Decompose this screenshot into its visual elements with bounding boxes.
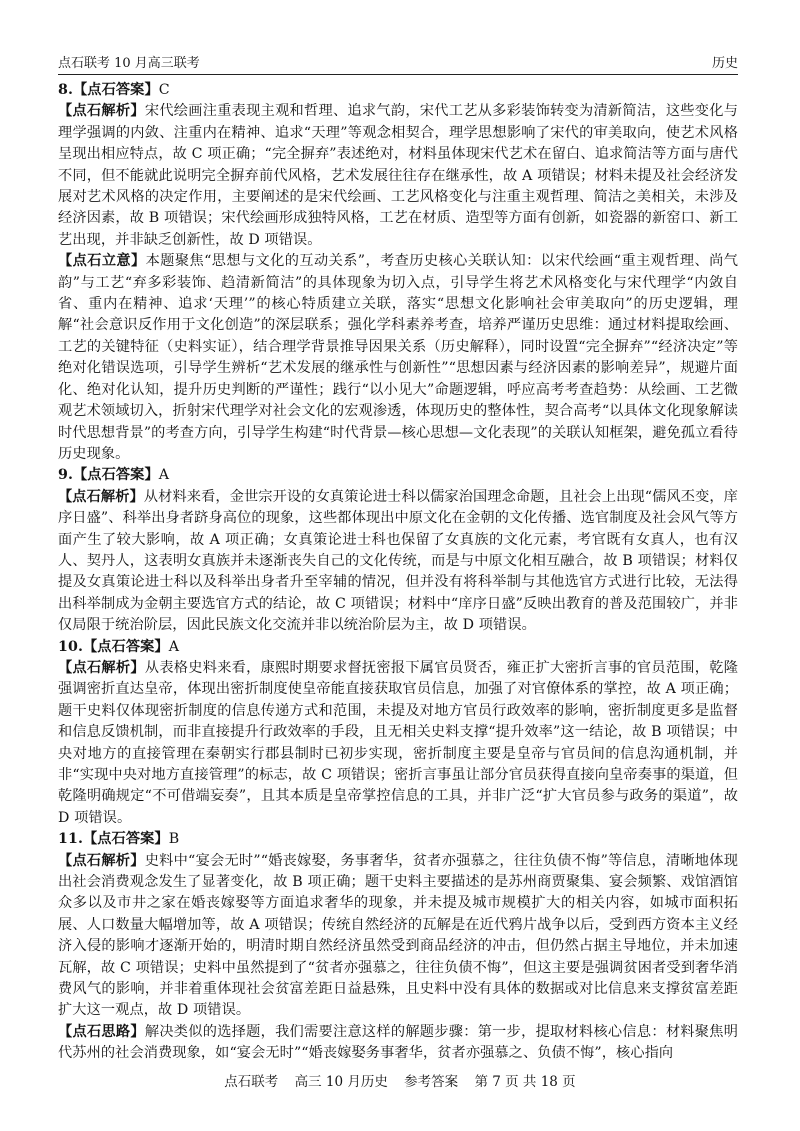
paragraph-text: 史料中“宴会无时”“婚丧嫁娶，务事奢华，贫者亦强慕之，往往负债不悔”等信息，清晰地体现出社会消费观念发生了显著变化，故 B 项正确；题干史料主要描述的是苏州商贾聚集、宴会频繁、戏馆酒馆众多以及市井之家在婚丧嫁娶等方面追求奢华的现象，并未提及城市规模扩大的相关内容，如城市面积拓展、人口数量大幅增加等，故 A 项错误；传统自然经济的瓦解是在近代鸦片战争以后，受到西方资本主义经济入侵的影响才逐渐开始的，明清时期自然经济虽然受到商品经济的冲击，但仍然占据主导地位，并未加速瓦解，故 C 项错误；史料中虽然提到了“贫者亦强慕之，往往负债不悔”，但这主要是强调贫困者受到奢华消费风气的影响，并非着重体现社会贫富差距日益悬殊，且史料中没有具体的数据或对比信息来支撑贫富差距扩大这一观点，故 D 项错误。 — [58, 852, 738, 1019]
section-tag: 【点石立意】 — [58, 253, 146, 270]
explanation-paragraph — [58, 101, 738, 251]
explanation-paragraph — [58, 658, 738, 829]
answer-line — [58, 465, 738, 486]
answer-line — [58, 829, 738, 850]
paragraph-text: 从表格史料来看，康熙时期要求督抚密报下属官员贤否，雍正扩大密折言事的官员范围，乾隆强调密折直达皇帝，体现出密折制度使皇帝能直接获取官员信息，加强了对官僚体系的掌控，故 A 项正确；题干史料仅体现密折制度的信息传递方式和范围，未提及对地方官员行政效率的影响，密折制度更多是监督和信息反馈机制，而非直接提升行政效率的手段，且无相关史料支撑“提升效率”这一结论，故 B 项错误；中央对地方的直接管理在秦朝实行郡县制时已初步实现，密折制度主要是皇帝与官员间的信息沟通机制，并非“实现中央对地方直接管理”的标志，故 C 项错误；密折言事虽让部分官员获得直接向皇帝奏事的渠道，但乾隆明确规定“不可借端妄奏”，且其本质是皇帝掌控信息的工具，并非广泛“扩大官员参与政务的渠道”，故 D 项错误。 — [58, 659, 738, 826]
explanation-paragraph — [58, 251, 738, 465]
answer-value: B — [168, 831, 180, 848]
answer-value: C — [158, 82, 170, 98]
header-subject: 历史 — [711, 56, 738, 71]
answer-value: A — [168, 638, 180, 655]
paragraph-text: 从材料来看，金世宗开设的女真策论进士科以儒家治国理念命题，且社会上出现“儒风丕变，庠序日盛”、科举出身者跻身高位的现象，这些都体现出中原文化在金朝的文化传播、选官制度及社会风气等方面产生了较大影响，故 A 项正确；女真策论进士科也保留了女真族的文化元素，考官既有女真人，也有汉人、契丹人，这表明女真族并未逐渐丧失自己的文化传统，而是与中原文化相互融合，故 B 项错误；材料仅提及女真策论进士科以及科举出身者升至宰辅的情况，但并没有将科举制与其他选官方式进行比较，无法得出科举制成为金朝主要选官方式的结论，故 C 项错误；材料中“庠序日盛”反映出教育的普及范围较广，并非仅局限于统治阶层，因此民族文化交流并非以统治阶层为主，故 D 项错误。 — [58, 488, 738, 634]
explanation-paragraph — [58, 851, 738, 1022]
answer-label: 9.【点石答案】 — [58, 467, 159, 484]
explanation-paragraph — [58, 1022, 738, 1061]
answer-value: A — [158, 467, 170, 484]
footer-doc: 参考答案 — [404, 1074, 459, 1090]
answer-content — [58, 80, 738, 1061]
section-tag: 【点石解析】 — [58, 103, 145, 120]
paragraph-text: 本题聚焦“思想与文化的互动关系”，考查历史核心关联认知：以宋代绘画“重主观哲理、尚气韵”与工艺“弃多彩装饰、趋清新简洁”的具体现象为切入点，引导学生将艺术风格变化与宋代理学“内敛自省、重内在精神、追求‘天理’”的核心特质建立关联，落实“思想文化影响社会审美取向”的历史逻辑，理解“社会意识反作用于文化创造”的深层联系；强化学科素养考查，培养严谨历史思维：通过材料提取绘画、工艺的关键特征（史料实证），结合理学背景推导因果关系（历史解释），同时设置“完全摒弃”“经济决定”等绝对化错误选项，引导学生辨析“艺术发展的继承性与创新性”“思想因素与经济因素的影响差异”，规避片面化、绝对化认知，提升历史判断的严谨性；践行“以小见大”命题逻辑，呼应高考考查趋势：从绘画、工艺微观艺术领域切入，折射宋代理学对社会文化的宏观渗透，体现历史的整体性，契合高考“以具体文化现象解读时代思想背景”的考查方向，引导学生构建“时代背景—核心思想—文化表现”的关联认知框架，避免孤立看待历史现象。 — [58, 253, 738, 462]
section-tag: 【点石解析】 — [58, 488, 144, 505]
page-footer — [0, 1070, 800, 1090]
answer-line — [58, 637, 738, 658]
section-tag: 【点石思路】 — [58, 1023, 145, 1040]
explanation-paragraph — [58, 487, 738, 637]
answer-label: 8.【点石答案】 — [58, 82, 159, 98]
footer-page-number: 第 7 页 共 18 页 — [474, 1074, 576, 1090]
section-tag: 【点石解析】 — [58, 659, 145, 676]
header-divider — [58, 74, 738, 75]
section-tag: 【点石解析】 — [58, 852, 145, 869]
answer-label: 11.【点石答案】 — [58, 831, 169, 848]
page-header — [58, 54, 738, 74]
footer-org: 点石联考 — [224, 1074, 279, 1090]
header-exam-title: 点石联考 10 月高三联考 — [58, 56, 200, 71]
answer-line — [58, 80, 738, 101]
footer-subject: 高三 10 月历史 — [294, 1074, 388, 1090]
answer-label: 10.【点石答案】 — [58, 638, 169, 655]
paragraph-text: 解决类似的选择题，我们需要注意这样的解题步骤：第一步，提取材料核心信息：材料聚焦明代苏州的社会消费现象，如“宴会无时”“婚丧嫁娶务事奢华，贫者亦强慕之、负债不悔”，核心指向 — [58, 1023, 738, 1061]
paragraph-text: 宋代绘画注重表现主观和哲理、追求气韵，宋代工艺从多彩装饰转变为清新简洁，这些变化与理学强调的内敛、注重内在精神、追求“天理”等观念相契合，理学思想影响了宋代的审美取向，使艺术风格呈现出相应特点，故 C 项正确；“完全摒弃”表述绝对，材料虽体现宋代艺术在留白、追求简洁等方面与唐代不同，但不能就此说明完全摒弃前代风格，艺术发展往往存在继承性，故 A 项错误；材料未提及社会经济发展对艺术风格的决定作用，主要阐述的是宋代绘画、工艺风格变化与注重主观哲理、简洁之美相关，未涉及经济因素，故 B 项错误；宋代绘画形成独特风格，工艺在材质、造型等方面有创新，如瓷器的新窑口、新工艺出现，并非缺乏创新性，故 D 项错误。 — [58, 103, 738, 248]
